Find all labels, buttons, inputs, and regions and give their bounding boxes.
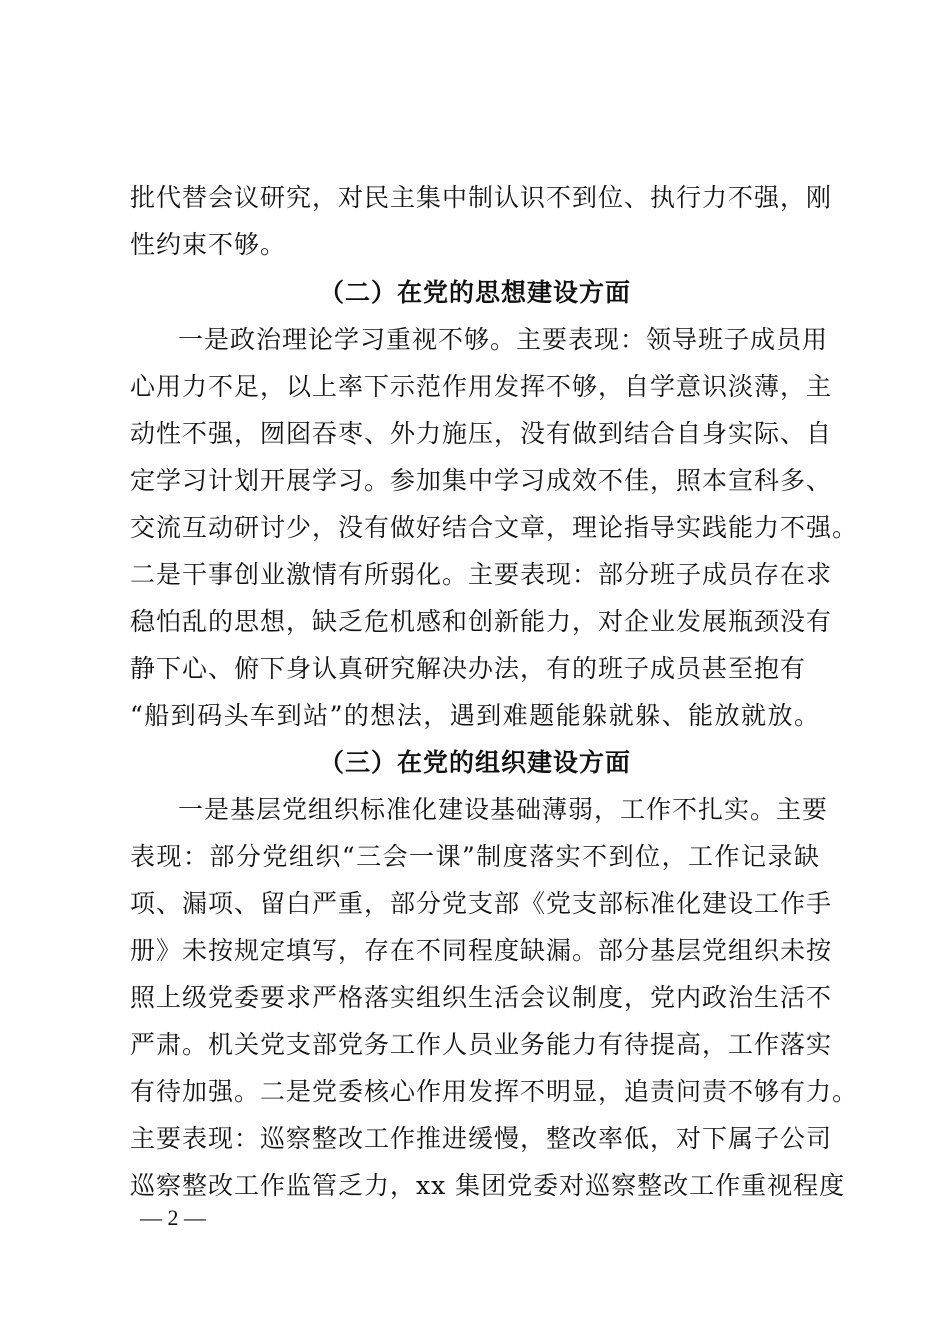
body-text-line: 严肃。机关党支部党务工作人员业务能力有待提高，工作落实 <box>130 1030 833 1059</box>
body-text-line: “船到码头车到站”的想法，遇到难题能躲就躲、能放就放。 <box>130 701 820 730</box>
body-text-line: 照上级党委要求严格落实组织生活会议制度，党内政治生活不 <box>130 983 833 1012</box>
body-text-line: 有待加强。二是党委核心作用发挥不明显，追责问责不够有力。 <box>130 1077 859 1106</box>
body-text-line: 批代替会议研究，对民主集中制认识不到位、执行力不强，刚 <box>130 183 833 212</box>
body-text-line: 项、漏项、留白严重，部分党支部《党支部标准化建设工作手 <box>130 889 833 918</box>
body-text-line: 性约束不够。 <box>130 230 287 259</box>
page-number: — 2 — <box>140 1205 206 1230</box>
body-text-line: 稳怕乱的思想，缺乏危机感和创新能力，对企业发展瓶颈没有 <box>130 607 833 636</box>
body-text-line: 巡察整改工作监管乏力，xx 集团党委对巡察整改工作重视程度 <box>130 1171 846 1200</box>
body-text-line: 定学习计划开展学习。参加集中学习成效不佳，照本宣科多、 <box>130 466 833 495</box>
body-text-line: 二是干事创业激情有所弱化。主要表现：部分班子成员存在求 <box>130 560 833 589</box>
body-text-line: 主要表现：巡察整改工作推进缓慢，整改率低，对下属子公司 <box>130 1124 833 1153</box>
body-text-line: 心用力不足，以上率下示范作用发挥不够，自学意识淡薄，主 <box>130 372 833 401</box>
section-heading-ideology: （二）在党的思想建设方面 <box>318 278 631 307</box>
body-text-line: 交流互动研讨少，没有做好结合文章，理论指导实践能力不强。 <box>130 513 859 542</box>
body-text-line: 动性不强，囫囵吞枣、外力施压，没有做到结合自身实际、自 <box>130 419 833 448</box>
section-heading-organization: （三）在党的组织建设方面 <box>318 748 631 777</box>
body-text-line: 静下心、俯下身认真研究解决办法，有的班子成员甚至抱有 <box>130 654 807 683</box>
body-text-line: 一是政治理论学习重视不够。主要表现：领导班子成员用 <box>178 325 829 354</box>
body-text-line: 册》未按规定填写，存在不同程度缺漏。部分基层党组织未按 <box>130 936 833 965</box>
body-text-line: 一是基层党组织标准化建设基础薄弱，工作不扎实。主要 <box>178 795 829 824</box>
body-text-line: 表现：部分党组织“三会一课”制度落实不到位，工作记录缺 <box>130 842 820 871</box>
